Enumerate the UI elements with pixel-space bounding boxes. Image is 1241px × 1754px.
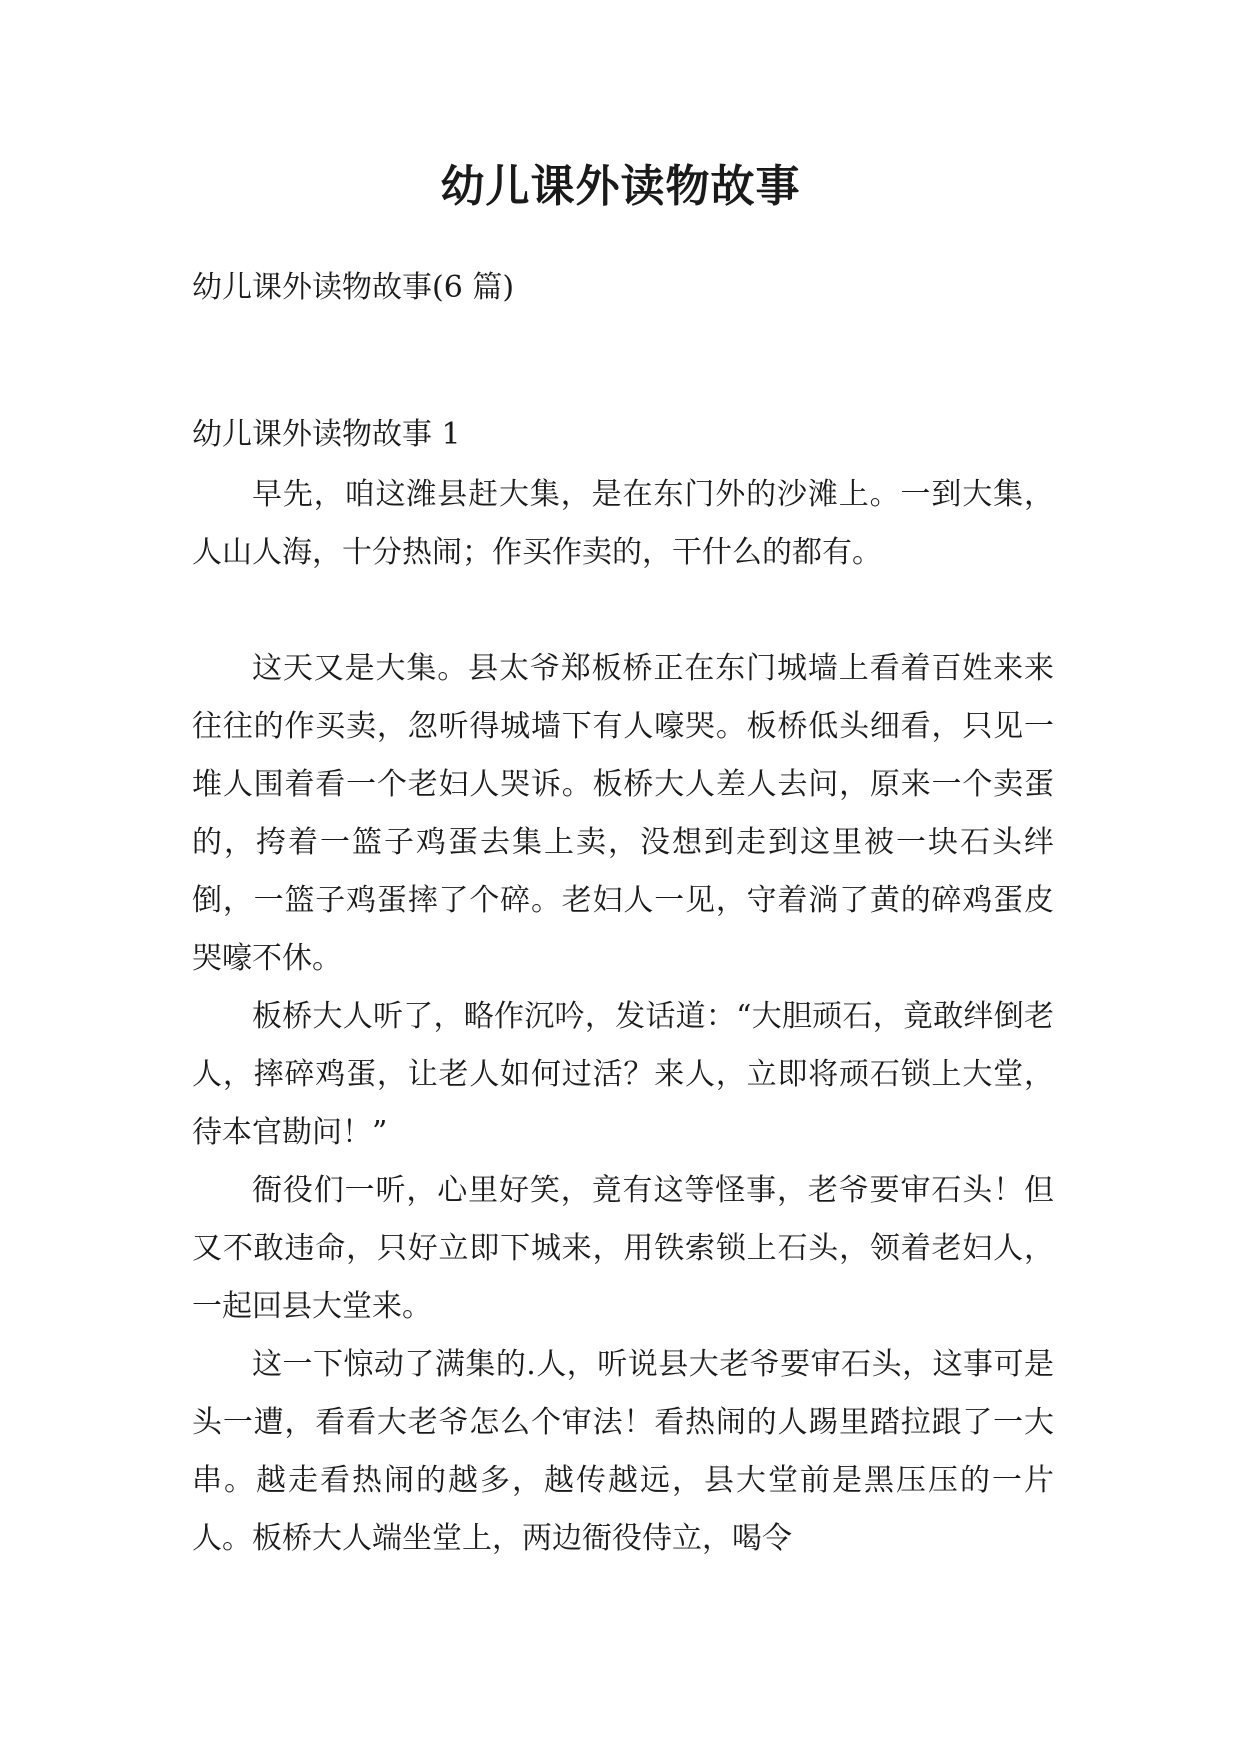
story-paragraph: 板桥大人听了，略作沉吟，发话道：“大胆顽石，竟敢绊倒老人，摔碎鸡蛋，让老人如何过活？来人，立即将顽石锁上大堂，待本官勘问！” — [192, 999, 1054, 1150]
story-paragraph: 早先，咱这潍县赶大集，是在东门外的沙滩上。一到大集，人山人海，十分热闹；作买作卖的，干什么的都有。 — [192, 477, 1054, 570]
document-title: 幼儿课外读物故事 — [440, 161, 801, 212]
story-paragraph: 衙役们一听，心里好笑，竟有这等怪事，老爷要审石头！但又不敢违命，只好立即下城来，用铁索锁上石头，领着老妇人，一起回县大堂来。 — [192, 1173, 1054, 1324]
document-subtitle: 幼儿课外读物故事(6 篇) — [192, 270, 515, 305]
story-paragraph: 这天又是大集。县太爷郑板桥正在东门城墙上看着百姓来来往往的作买卖，忽听得城墙下有人嚎哭。板桥低头细看，只见一堆人围着看一个老妇人哭诉。板桥大人差人去问，原来一个卖蛋的，挎着一篮子鸡蛋去集上卖，没想到走到这里被一块石头绊倒，一篮子鸡蛋摔了个碎。老妇人一见，守着淌了黄的碎鸡蛋皮哭嚎不休。 — [192, 651, 1054, 976]
section-heading: 幼儿课外读物故事 1 — [192, 417, 461, 452]
story-paragraph: 这一下惊动了满集的.人，听说县大老爷要审石头，这事可是头一遭，看看大老爷怎么个审法！看热闹的人踢里踏拉跟了一大串。越走看热闹的越多，越传越远，县大堂前是黑压压的一片人。板桥大人端坐堂上，两边衙役侍立，喝令 — [192, 1347, 1054, 1556]
story-intro-block — [192, 466, 1054, 582]
story-body-block — [192, 640, 1054, 1568]
